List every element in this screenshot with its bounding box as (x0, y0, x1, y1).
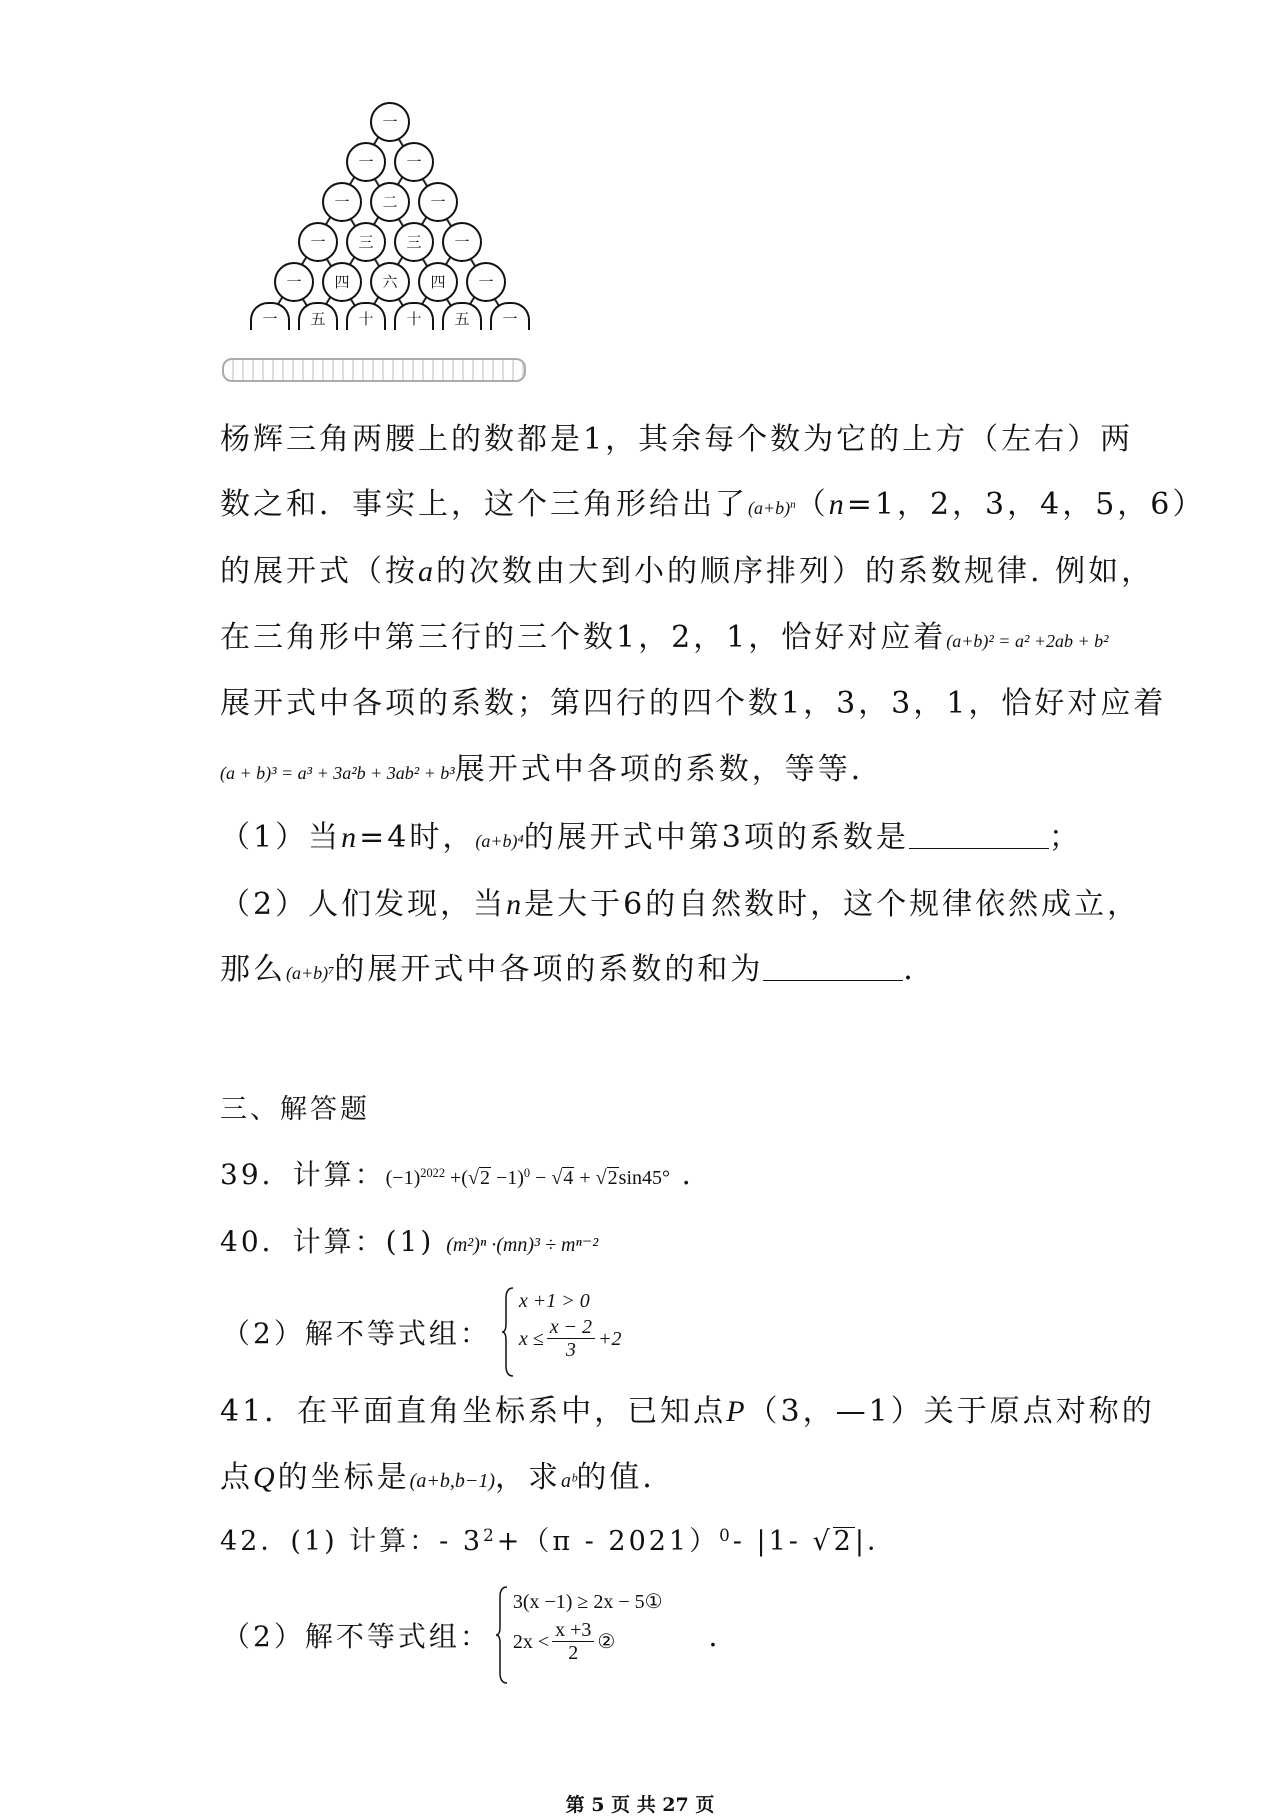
figure-crop-bar (222, 358, 526, 382)
intro-line-5 (220, 684, 1166, 724)
section-heading (220, 1090, 370, 1130)
q41-text-f: 的值． (576, 1460, 676, 1495)
page-footer (0, 1790, 1280, 1817)
question-40-part-2 (222, 1282, 622, 1382)
q42-frac-den: 2 (568, 1642, 579, 1664)
part1-var-n: n (341, 821, 360, 854)
q40-frac-den: 3 (565, 1339, 576, 1361)
q39-expr-a: (−1) (385, 1167, 421, 1189)
intro-var-n: n (828, 488, 847, 521)
triangle-node: 二 (370, 182, 410, 222)
q39-sqrt-4: 4 (563, 1167, 574, 1189)
q42-text-a: 42．(1) 计算：- 3 (220, 1526, 484, 1557)
part2b-text-a: 那么 (220, 952, 286, 987)
part2-text-b: 是大于6的自然数时，这个规律依然成立， (524, 887, 1141, 922)
q40-ineq2-rhs: +2 (598, 1327, 622, 1350)
triangle-node: 一 (394, 142, 434, 182)
answer-blank-1[interactable] (909, 822, 1049, 849)
q40-ineq-1: x +1 > 0 (518, 1290, 590, 1312)
q39-exp-0: 0 (523, 1166, 531, 1181)
intro-line-4 (220, 618, 1109, 661)
triangle-node: 一 (274, 262, 314, 302)
part2-var-n: n (506, 888, 525, 921)
left-brace-icon (495, 1585, 509, 1685)
q39-end: ． (670, 1158, 713, 1191)
triangle-node: 四 (418, 262, 458, 302)
intro-paren: （ (795, 487, 829, 522)
triangle-node: 六 (370, 262, 410, 302)
left-brace-icon (501, 1286, 515, 1378)
part1-text-c: 的展开式中第3项的系数是 (523, 820, 909, 855)
intro-text-6b: 展开式中各项的系数，等等． (454, 752, 884, 787)
q42-ineq-1: 3(x −1) ≥ 2x − 5① (512, 1591, 663, 1613)
q42-exp-2: 2 (483, 1524, 497, 1545)
q42-inequality-system (495, 1585, 663, 1685)
triangle-node: 一 (370, 102, 410, 142)
q39-sqrt-2: 2 (479, 1167, 490, 1189)
triangle-node: 一 (250, 302, 290, 330)
q39-expr-g: + (574, 1167, 596, 1189)
intro-math-exp: n (790, 498, 796, 511)
part1-math: (a+b)⁴ (475, 831, 524, 851)
q42-part2-label: （2）解不等式组： (222, 1620, 491, 1653)
intro-line-2 (220, 485, 1205, 528)
q40-ineq-2 (519, 1316, 622, 1361)
intro-math-cube: (a + b)³ = a³ + 3a²b + 3ab² + b³ (220, 763, 455, 783)
q39-exp-2022: 2022 (420, 1166, 446, 1181)
question-39: 39．计算：$(-1)^{2022} +(√2 -1)^0 - √4 + √2\sin 45^\circ$ ． (220, 1158, 713, 1191)
intro-var-a: a (418, 555, 436, 588)
q42-text-e: |． (854, 1526, 897, 1557)
q39-label: 39．计算： (220, 1158, 386, 1191)
triangle-node: 十 (346, 302, 386, 330)
question-42-part-2 (222, 1580, 740, 1690)
q39-expr-b: +( (445, 1167, 468, 1189)
q41-text-c: 点 (220, 1460, 253, 1495)
q40-inequality-system (501, 1286, 622, 1378)
question-41-line-1 (220, 1392, 1155, 1432)
triangle-node: 一 (346, 142, 386, 182)
intro-text-4a: 在三角形中第三行的三个数1，2，1，恰好对应着 (220, 620, 947, 655)
intro-math-square: (a+b)² = a² +2ab + b² (946, 631, 1109, 651)
intro-text-3b: 的次数由大到小的顺序排列）的系数规律. 例如， (436, 554, 1155, 589)
part1-text-b: =4时， (359, 820, 476, 855)
triangle-node: 十 (394, 302, 434, 330)
triangle-node: 五 (442, 302, 482, 330)
q42-end: ． (708, 1620, 740, 1653)
question-part-2b (220, 950, 936, 993)
pascal-triangle-figure (0, 0, 1280, 400)
triangle-node: 一 (442, 222, 482, 262)
q41-coords: (a+b,b−1) (409, 1470, 495, 1492)
q40-part2-label: （2）解不等式组： (222, 1317, 491, 1350)
triangle-node: 三 (394, 222, 434, 262)
part2b-text-c: ． (903, 952, 937, 987)
triangle-node: 一 (418, 182, 458, 222)
question-part-2 (220, 885, 1140, 925)
part2-text-a: （2）人们发现，当 (220, 887, 507, 922)
triangle-node: 三 (346, 222, 386, 262)
q42-ineq2-rhs: ② (597, 1630, 616, 1653)
q41-text-b: （3，—1）关于原点对称的 (747, 1394, 1155, 1429)
q41-point-p: P (726, 1395, 748, 1428)
intro-text-1: 杨辉三角两腰上的数都是1，其余每个数为它的上方（左右）两 (220, 422, 1134, 457)
triangle-node: 四 (322, 262, 362, 302)
intro-line-1 (220, 420, 1133, 460)
triangle-node: 一 (322, 182, 362, 222)
page-number: 第 5 页 共 27 页 (565, 1794, 715, 1816)
question-40 (220, 1222, 598, 1265)
q41-text-d: 的坐标是 (277, 1460, 410, 1495)
question-42-line-1: 42．(1) 计算：- $3^2+(\pi - 2021)^0-$ |1- √2|． (220, 1524, 897, 1557)
q41-power: aᵇ (560, 1470, 577, 1492)
triangle-node: 五 (298, 302, 338, 330)
triangle-node: 一 (298, 222, 338, 262)
q42-exp-0: 0 (719, 1524, 733, 1545)
q39-sqrt-2b: 2 (607, 1167, 618, 1189)
q40-label: 40．计算：(1) (220, 1225, 435, 1258)
q42-text-c: - |1- (732, 1526, 813, 1557)
q41-text-a: 41．在平面直角坐标系中，已知点 (220, 1394, 727, 1429)
part2b-math: (a+b)⁷ (286, 963, 335, 983)
q40-expr: (m²)ⁿ ·(mn)³ ÷ mⁿ⁻² (446, 1234, 599, 1256)
intro-line-6 (220, 750, 884, 793)
q42-sqrt-2: 2 (833, 1526, 854, 1557)
q41-text-e: ，求 (494, 1460, 561, 1495)
triangle-node: 一 (490, 302, 530, 330)
part1-text-a: （1）当 (220, 820, 342, 855)
question-41-line-2 (220, 1458, 675, 1501)
q39-sin: sin45° (618, 1167, 670, 1189)
intro-text-3a: 的展开式（按 (220, 554, 418, 589)
triangle-node: 一 (466, 262, 506, 302)
intro-text-5: 展开式中各项的系数；第四行的四个数1，3，3，1，恰好对应着 (220, 686, 1167, 721)
part2b-text-b: 的展开式中各项的系数的和为 (334, 952, 764, 987)
intro-math-power-n: (a+b) (748, 498, 791, 518)
intro-line-3 (220, 552, 1154, 592)
q42-ineq-2 (513, 1619, 663, 1664)
q42-text-b: +（π - 2021） (496, 1526, 720, 1557)
answer-blank-2[interactable] (763, 954, 903, 981)
q40-frac-num: x − 2 (547, 1316, 595, 1339)
q42-ineq2-lhs: 2x < (512, 1630, 550, 1653)
q39-expr-e: − (530, 1167, 552, 1189)
part1-text-d: ； (1048, 820, 1082, 855)
intro-text-2a: 数之和．事实上，这个三角形给出了 (220, 487, 748, 522)
q42-frac-num: x +3 (552, 1619, 594, 1642)
intro-text-2c: =1，2，3，4，5，6） (846, 487, 1206, 522)
section-heading-text: 三、解答题 (220, 1094, 370, 1125)
q41-point-q: Q (253, 1461, 278, 1494)
q40-ineq2-lhs: x ≤ (518, 1327, 544, 1350)
q39-expr-d: −1) (490, 1167, 524, 1189)
question-part-1 (220, 818, 1082, 861)
